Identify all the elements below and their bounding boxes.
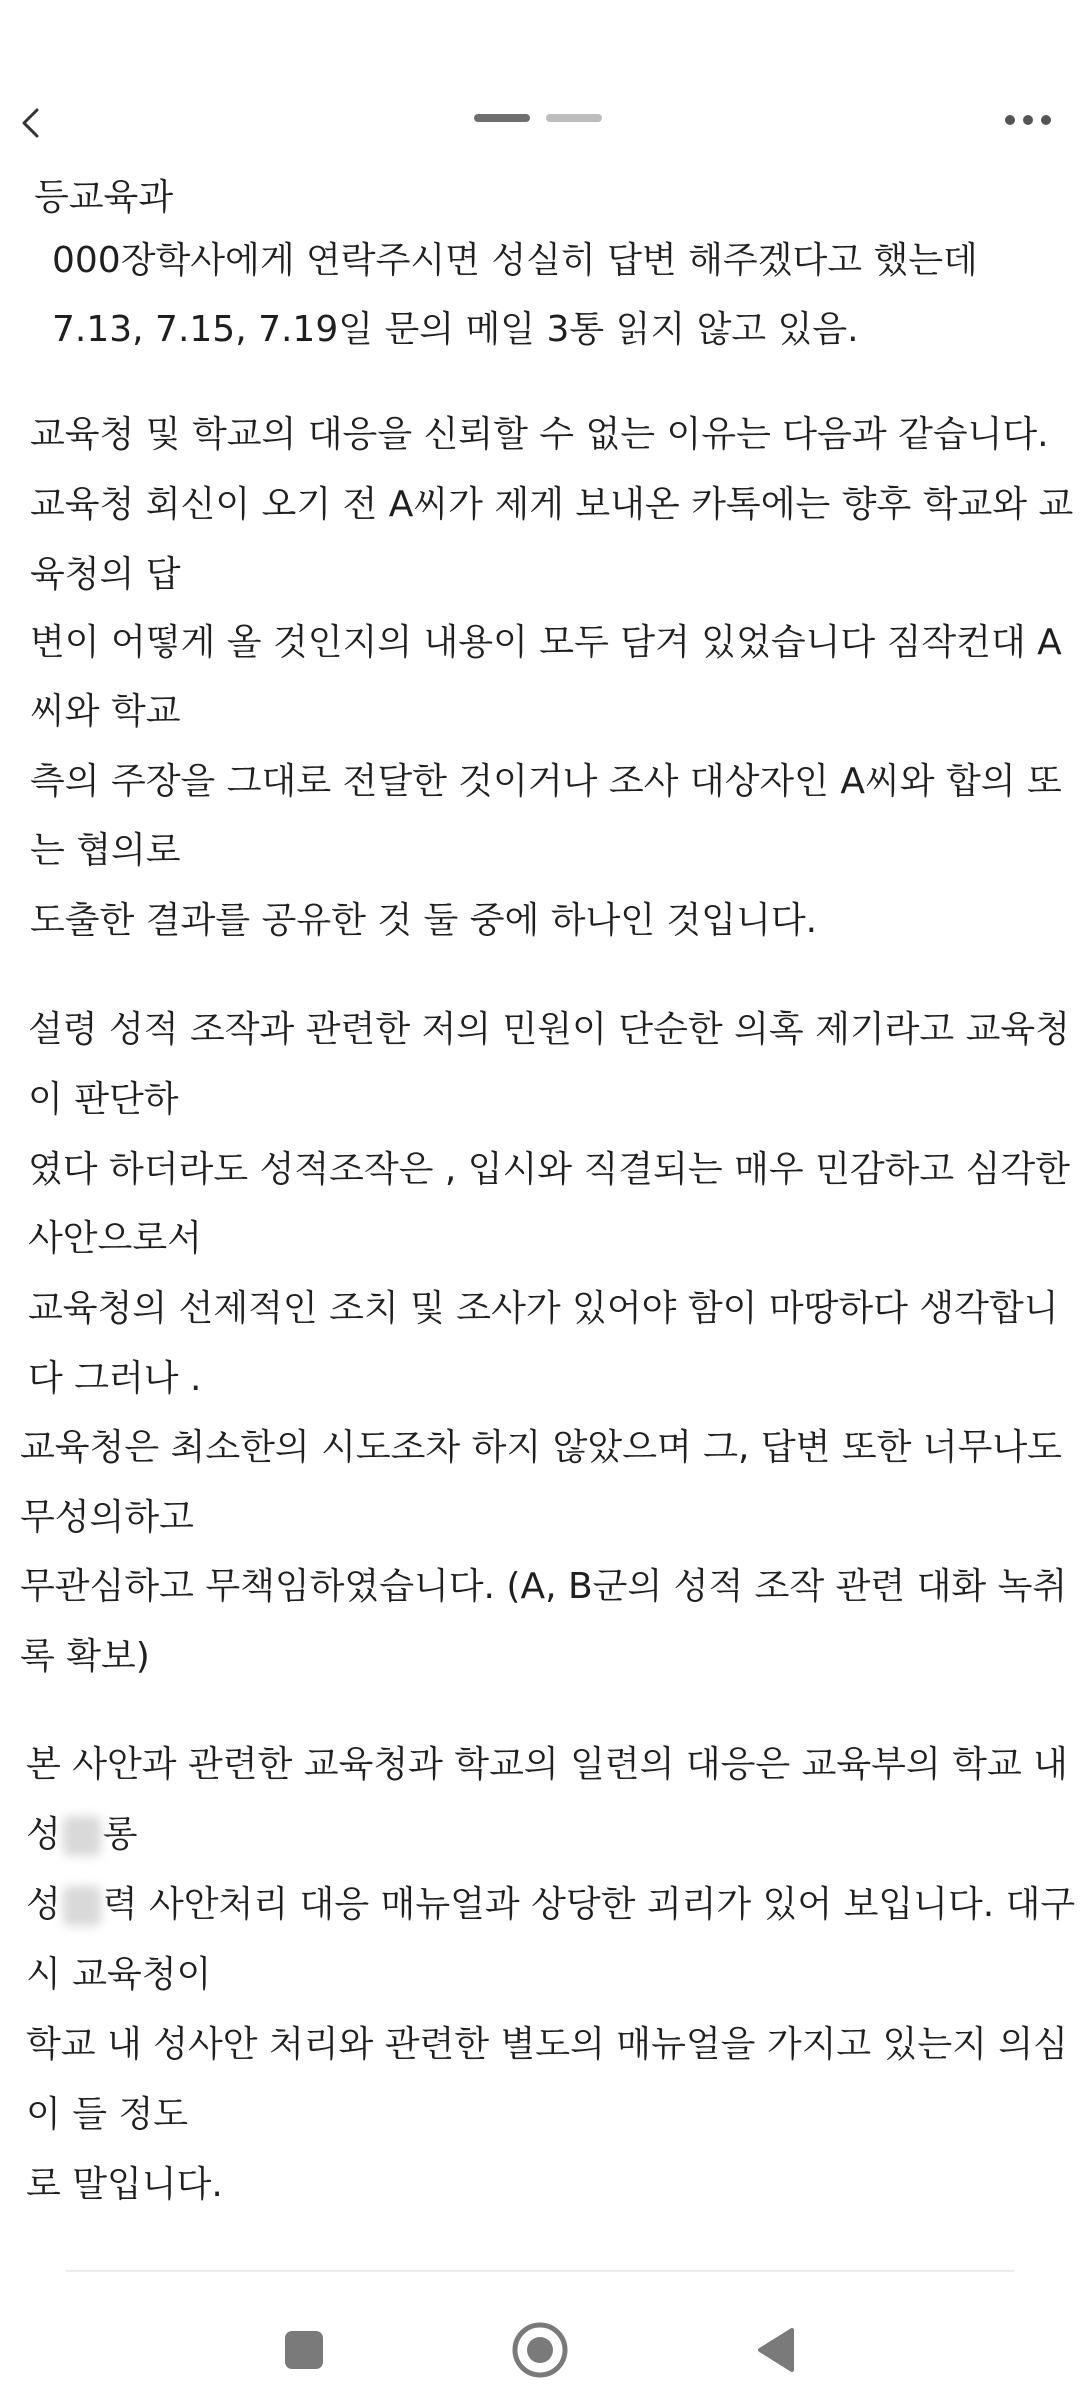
text-line: 였다 하더라도 성적조작은 , 입시와 직결되는 매우 민감하고 심각한 <box>28 1149 1070 1190</box>
text-line: 씨와 학교 <box>30 691 181 732</box>
redaction-blur <box>63 1886 101 1926</box>
text-line: 교육청은 최소한의 시도조차 하지 않았으며 그, 답변 또한 너무나도 <box>20 1427 1062 1468</box>
text-line: 무성의하고 <box>20 1497 194 1538</box>
text-line: 7.13, 7.15, 7.19일 문의 메일 3통 읽지 않고 있음. <box>52 309 859 350</box>
text-line: 등교육과 <box>34 177 174 218</box>
text-line: 시 교육청이 <box>26 1954 212 1995</box>
top-bar <box>0 0 1080 160</box>
text-fragment: 력 사안처리 대응 매뉴얼과 상당한 괴리가 있어 보입니다. 대구 <box>102 1884 1076 1925</box>
text-line: 다 그러나 . <box>28 1358 202 1399</box>
text-line: 이 판단하 <box>28 1079 179 1120</box>
redaction-blur <box>63 1816 101 1856</box>
text-line: 본 사안과 관련한 교육청과 학교의 일련의 대응은 교육부의 학교 내 <box>26 1744 1068 1785</box>
page-indicator-active <box>474 114 530 122</box>
text-line: 록 확보) <box>20 1636 150 1677</box>
chevron-left-icon <box>19 106 41 140</box>
redacted-text-line <box>26 1880 1075 1930</box>
more-options-button[interactable] <box>998 100 1058 140</box>
text-line: 도출한 결과를 공유한 것 둘 중에 하나인 것입니다. <box>30 900 818 941</box>
text-line: 학교 내 성사안 처리와 관련한 별도의 매뉴얼을 가지고 있는지 의심 <box>26 2024 1068 2065</box>
text-line: 로 말입니다. <box>26 2164 223 2205</box>
text-line: 교육청의 선제적인 조치 및 조사가 있어야 함이 마땅하다 생각합니 <box>28 1288 1059 1329</box>
text-fragment: 성 <box>26 1884 61 1925</box>
circle-icon <box>510 2320 570 2380</box>
page-indicator <box>474 114 610 124</box>
text-line: 변이 어떻게 올 것인지의 내용이 모두 담겨 있었습니다 짐작컨대 A <box>30 622 1062 663</box>
text-line: 무관심하고 무책임하였습니다. (A, B군의 성적 조작 관련 대화 녹취 <box>20 1566 1068 1607</box>
text-line: 사안으로서 <box>28 1218 202 1259</box>
text-fragment: 롱 <box>102 1814 138 1855</box>
triangle-back-icon <box>754 2326 798 2374</box>
text-line: 이 들 정도 <box>26 2094 188 2135</box>
text-line: 설령 성적 조작과 관련한 저의 민원이 단순한 의혹 제기라고 교육청 <box>28 1009 1070 1050</box>
text-line: 측의 주장을 그대로 전달한 것이거나 조사 대상자인 A씨와 합의 또 <box>30 761 1062 802</box>
divider <box>66 2270 1014 2272</box>
text-line: 000장학사에게 연락주시면 성실히 답변 해주겠다고 했는데 <box>52 240 978 281</box>
text-line: 는 협의로 <box>30 830 181 871</box>
recents-button[interactable] <box>264 2310 344 2390</box>
text-line: 육청의 답 <box>30 554 181 595</box>
text-line: 교육청 및 학교의 대응을 신뢰할 수 없는 이유는 다음과 같습니다. <box>30 414 1049 455</box>
back-nav-button[interactable] <box>736 2310 816 2390</box>
text-line: 교육청 회신이 오기 전 A씨가 제게 보내온 카톡에는 향후 학교와 교 <box>30 484 1074 525</box>
system-nav-bar <box>0 2280 1080 2400</box>
home-button[interactable] <box>500 2310 580 2390</box>
back-button[interactable] <box>10 98 50 148</box>
square-icon <box>282 2328 326 2372</box>
text-fragment: 성 <box>26 1814 61 1855</box>
page-indicator-inactive <box>546 114 602 122</box>
more-horizontal-icon <box>1004 114 1052 126</box>
redacted-text-line <box>26 1810 138 1860</box>
